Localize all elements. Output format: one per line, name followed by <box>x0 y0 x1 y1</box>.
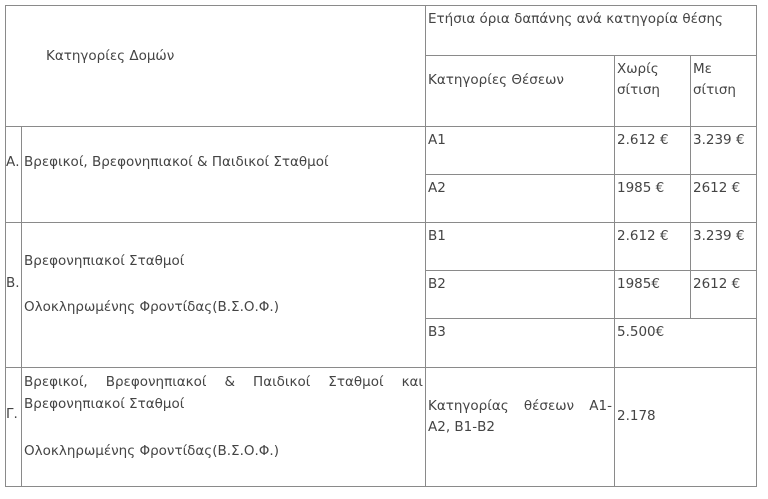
row-a2-with-meals: 2612 € <box>693 180 741 196</box>
section-a-letter: Α. <box>6 154 20 170</box>
header-without-meals-line2: σίτιση <box>617 82 660 98</box>
table-border-top <box>5 5 757 6</box>
row-b2-category: Β2 <box>428 276 446 292</box>
row-a2-without-meals: 1985 € <box>617 180 665 196</box>
section-b-letter: Β. <box>6 275 20 291</box>
section-a-name: Βρεφικοί, Βρεφονηπιακοί & Παιδικοί Σταθμοί <box>24 154 329 170</box>
header-with-meals-line2: σίτιση <box>693 82 736 98</box>
row-b1-without-meals: 2.612 € <box>617 228 669 244</box>
header-structure-categories: Κατηγορίες Δομών <box>46 48 175 64</box>
row-a1-without-meals: 2.612 € <box>617 132 669 148</box>
section-b-name-line2: Ολοκληρωμένης Φροντίδας(Β.Σ.Ο.Φ.) <box>24 299 279 315</box>
without-column-divider <box>614 55 615 487</box>
header-divider <box>425 55 757 56</box>
table-border-bottom <box>5 486 757 487</box>
row-a1-bottom-line <box>425 174 757 175</box>
section-c-category-line2: Α2, Β1-Β2 <box>428 419 495 435</box>
row-b3-category: Β3 <box>428 324 446 340</box>
header-with-meals-line1: Με <box>693 61 712 77</box>
section-c-letter: Γ. <box>6 406 18 422</box>
section-b-name-line1: Βρεφονηπιακοί Σταθμοί <box>24 253 185 269</box>
row-a1-category: Α1 <box>428 132 446 148</box>
header-without-meals-line1: Χωρίς <box>617 61 659 77</box>
row-b2-with-meals: 2612 € <box>693 276 741 292</box>
section-c-name-line3: Ολοκληρωμένης Φροντίδας(Β.Σ.Ο.Φ.) <box>24 443 279 459</box>
row-b2-without-meals: 1985€ <box>617 276 660 292</box>
section-a-bottom-line <box>5 222 757 223</box>
letter-column-divider <box>21 126 22 487</box>
row-a1-with-meals: 3.239 € <box>693 132 745 148</box>
section-c-value: 2.178 <box>617 408 656 424</box>
header-annual-limits: Ετήσια όρια δαπάνης ανά κατηγορία θέσης <box>428 11 723 27</box>
with-column-divider-upper <box>690 55 691 319</box>
name-column-divider <box>425 5 426 487</box>
row-b3-combined-value: 5.500€ <box>617 324 665 340</box>
section-c-name-line1: Βρεφικοί, Βρεφονηπιακοί & Παιδικοί Σταθμοί και <box>24 374 423 390</box>
header-position-categories: Κατηγορίες Θέσεων <box>428 72 564 88</box>
row-b1-bottom-line <box>425 270 757 271</box>
row-b2-bottom-line <box>425 318 757 319</box>
row-b1-with-meals: 3.239 € <box>693 228 745 244</box>
section-c-name-line2: Βρεφονηπιακοί Σταθμοί <box>24 396 185 412</box>
header-bottom-line <box>5 126 757 127</box>
row-b1-category: Β1 <box>428 228 446 244</box>
row-a2-category: Α2 <box>428 180 446 196</box>
section-c-category-line1: Κατηγορίας θέσεων Α1- <box>428 398 612 414</box>
section-b-bottom-line <box>5 367 757 368</box>
table-border-right <box>756 5 757 487</box>
